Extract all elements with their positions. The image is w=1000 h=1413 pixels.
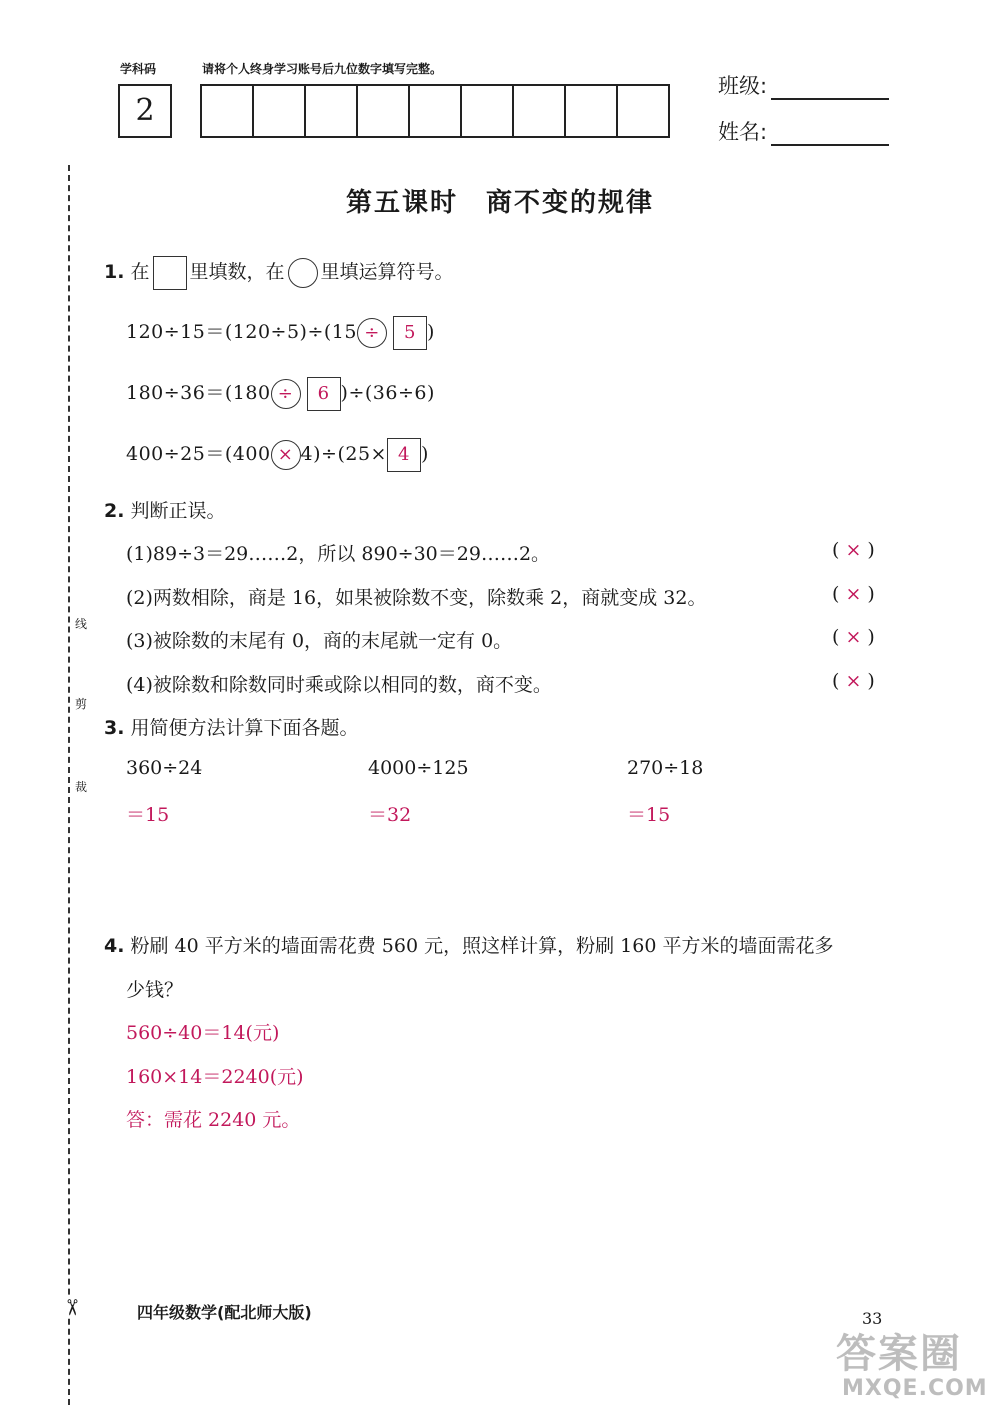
wrong-mark-icon: × — [845, 626, 862, 648]
q3-expr-1: 360÷24 — [126, 757, 203, 779]
sample-box-icon — [153, 256, 187, 290]
eq-text: 4)÷(25× — [300, 443, 387, 465]
q1-prompt — [104, 256, 454, 290]
scissors-icon: ✂ — [58, 1298, 84, 1317]
digit-cell[interactable] — [356, 84, 410, 138]
q4-answer-step1[interactable]: 560÷40＝14(元) — [126, 1022, 280, 1044]
name-blank[interactable] — [771, 124, 889, 146]
operator-circle[interactable]: × — [271, 440, 301, 470]
q2-number: 2. — [104, 500, 125, 522]
name-label: 姓名: — [718, 120, 768, 144]
wrong-mark-icon: × — [845, 670, 862, 692]
eq-text: 400÷25＝(400 — [126, 443, 271, 465]
cut-label-line: 线 — [72, 615, 90, 632]
q1-prompt-a: 在 — [130, 261, 150, 283]
q3-answer-1[interactable]: ＝15 — [126, 804, 170, 826]
digit-cell[interactable] — [616, 84, 670, 138]
q1-number: 1. — [104, 261, 125, 283]
q4-answer-step2[interactable]: 160×14＝2240(元) — [126, 1066, 304, 1088]
q4-answer-final[interactable]: 答：需花 2240 元。 — [126, 1109, 301, 1131]
q3-answer-3[interactable]: ＝15 — [627, 804, 671, 826]
digit-cell[interactable] — [564, 84, 618, 138]
eq-text: 120÷15＝(120÷5)÷(15 — [126, 321, 357, 343]
eq-text: ) — [420, 443, 429, 465]
q2-prompt-text: 判断正误。 — [130, 500, 226, 522]
q3-prompt-text: 用简便方法计算下面各题。 — [130, 717, 359, 739]
digit-cell[interactable] — [408, 84, 462, 138]
q3-prompt — [104, 713, 359, 740]
q1-prompt-c: 里填运算符号。 — [320, 261, 454, 283]
page-number: 33 — [862, 1309, 883, 1328]
q1-row-2 — [126, 377, 435, 411]
q4-number: 4. — [104, 935, 125, 957]
subject-code-label: 学科码 — [120, 62, 157, 76]
watermark-url: MXQE.COM — [842, 1376, 988, 1401]
q2-answer-3[interactable]: ( × ) — [832, 626, 875, 648]
q2-prompt — [104, 496, 226, 523]
account-instruction: 请将个人终身学习账号后九位数字填写完整。 — [202, 62, 443, 76]
eq-text: )÷(36÷6) — [340, 382, 435, 404]
q2-item-4: (4)被除数和除数同时乘或除以相同的数，商不变。 — [126, 674, 552, 696]
class-blank[interactable] — [771, 78, 889, 100]
cut-dashed-line — [68, 165, 70, 1405]
digit-cell[interactable] — [200, 84, 254, 138]
q3-answer-2[interactable]: ＝32 — [368, 804, 412, 826]
q2-item-2: (2)两数相除，商是 16，如果被除数不变，除数乘 2，商就变成 32。 — [126, 587, 707, 609]
class-field[interactable] — [718, 70, 889, 100]
q3-expr-3: 270÷18 — [627, 757, 704, 779]
digit-cell[interactable] — [460, 84, 514, 138]
account-digit-boxes — [200, 84, 670, 138]
sample-circle-icon — [288, 258, 318, 288]
q1-row-3 — [126, 438, 429, 472]
q2-answer-4[interactable]: ( × ) — [832, 670, 875, 692]
answer-box[interactable]: 5 — [393, 316, 427, 350]
footer-book-title: 四年级数学(配北师大版) — [137, 1303, 312, 1322]
subject-code-box: 2 — [118, 84, 172, 138]
q2-item-3: (3)被除数的末尾有 0，商的末尾就一定有 0。 — [126, 630, 513, 652]
q1-prompt-b: 里填数，在 — [189, 261, 285, 283]
digit-cell[interactable] — [252, 84, 306, 138]
cut-label-cut: 剪 — [72, 695, 90, 712]
wrong-mark-icon: × — [845, 539, 862, 561]
operator-circle[interactable]: ÷ — [271, 379, 301, 409]
digit-cell[interactable] — [512, 84, 566, 138]
q1-row-1 — [126, 316, 435, 350]
cut-label-trim: 裁 — [72, 778, 90, 795]
q4-prompt — [104, 931, 904, 958]
answer-box[interactable]: 4 — [387, 438, 421, 472]
lesson-title: 第五课时 商不变的规律 — [345, 188, 654, 218]
digit-cell[interactable] — [304, 84, 358, 138]
q3-number: 3. — [104, 717, 125, 739]
name-field[interactable] — [718, 116, 889, 146]
class-label: 班级: — [718, 74, 768, 98]
q2-item-1: (1)89÷3＝29……2，所以 890÷30＝29……2。 — [126, 543, 551, 565]
answer-box[interactable]: 6 — [307, 377, 341, 411]
eq-text: 180÷36＝(180 — [126, 382, 271, 404]
q2-answer-2[interactable]: ( × ) — [832, 583, 875, 605]
operator-circle[interactable]: ÷ — [357, 318, 387, 348]
wrong-mark-icon: × — [845, 583, 862, 605]
watermark-logo: 答案圈 — [836, 1331, 962, 1377]
eq-text: ) — [426, 321, 435, 343]
q4-prompt-line2: 少钱？ — [126, 979, 184, 1001]
q4-prompt-line1: 粉刷 40 平方米的墙面需花费 560 元，照这样计算，粉刷 160 平方米的墙面需花多 — [130, 935, 834, 957]
q3-expr-2: 4000÷125 — [368, 757, 469, 779]
q2-answer-1[interactable]: ( × ) — [832, 539, 875, 561]
